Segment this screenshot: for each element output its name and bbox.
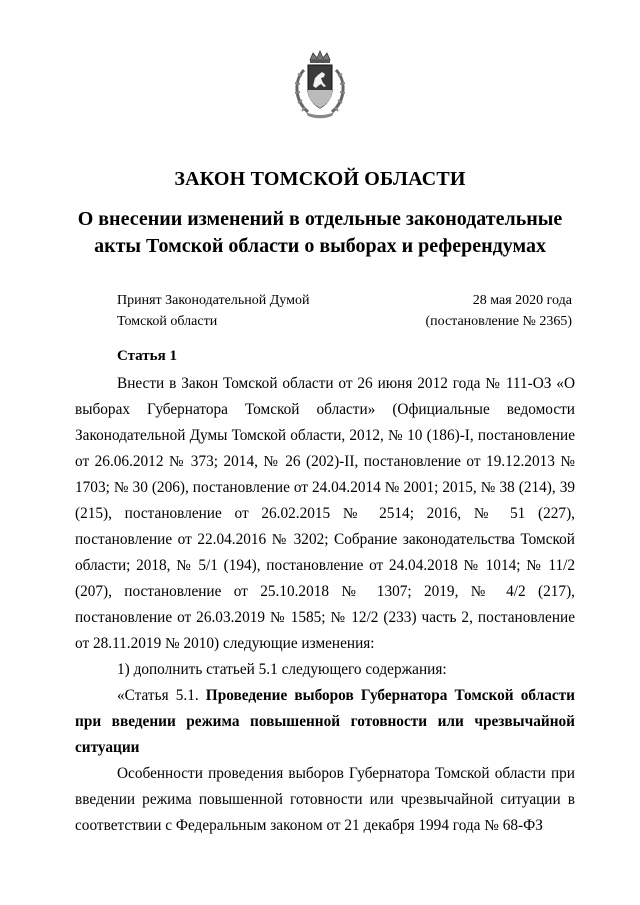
new-article bbox=[75, 683, 575, 761]
law-subtitle-line: акты Томской области о выборах и референдумах bbox=[94, 235, 546, 257]
amendment-list bbox=[75, 657, 575, 683]
new-article-heading bbox=[75, 683, 575, 761]
law-title: ЗАКОН ТОМСКОЙ ОБЛАСТИ bbox=[174, 168, 466, 190]
main-paragraph: Внести в Закон Томской области от 26 июня 2012 года № 111-ОЗ «О выборах Губернатора Томской области» (Официальные ведомости Законодательной Думы Томской области, 2012, № 10 (186)-I, постановление от 26.06.2012 № 373; 2014, № 26 (202)-II, постановление от 19.12.2013 № 1703; № 30 (206), постановление от 24.04.2014 № 2001; 2015, № 38 (214), 39 (215), постановление от 26.02.2015 № 2514; 2016, № 51 (227), постановление от 22.04.2016 № 3202; Собрание законодательства Томской области; 2018, № 5/1 (194), постановление от 24.04.2018 № 1014; № 11/2 (207), постановление от 25.10.2018 № 1307; 2019, № 4/2 (217), постановление от 26.03.2019 № 1585; № 12/2 (233) часть 2, постановление от 28.11.2019 № 2010) следующие изменения: bbox=[75, 375, 575, 652]
law-subtitle bbox=[60, 206, 580, 260]
adoption-details bbox=[425, 290, 572, 332]
adoption-date: 28 мая 2020 года bbox=[472, 293, 572, 308]
list-item: 1) дополнить статьей 5.1 следующего содержания: bbox=[117, 661, 447, 678]
article-body bbox=[75, 371, 575, 657]
article-heading: Статья 1 bbox=[117, 348, 177, 364]
new-article-title: Проведение выборов Губернатора Томской области при введении режима повышенной готовности или чрезвычайной ситуации bbox=[75, 687, 575, 756]
adopted-by-line: Томской области bbox=[117, 314, 218, 329]
new-article-prefix: «Статья 5.1. bbox=[117, 687, 199, 704]
adopted-by bbox=[117, 290, 309, 332]
new-article-paragraph: Особенности проведения выборов Губернатора Томской области при введении режима повышенной готовности или чрезвычайной ситуации в соответствии с Федеральным законом от 21 декабря 1994 года № 68-ФЗ bbox=[75, 765, 575, 834]
new-article-body bbox=[75, 761, 575, 839]
coat-of-arms-icon bbox=[290, 50, 350, 120]
adopted-by-line: Принят Законодательной Думой bbox=[117, 293, 310, 308]
law-subtitle-line: О внесении изменений в отдельные законодательные bbox=[77, 208, 563, 230]
adoption-resolution: (постановление № 2365) bbox=[425, 314, 572, 329]
